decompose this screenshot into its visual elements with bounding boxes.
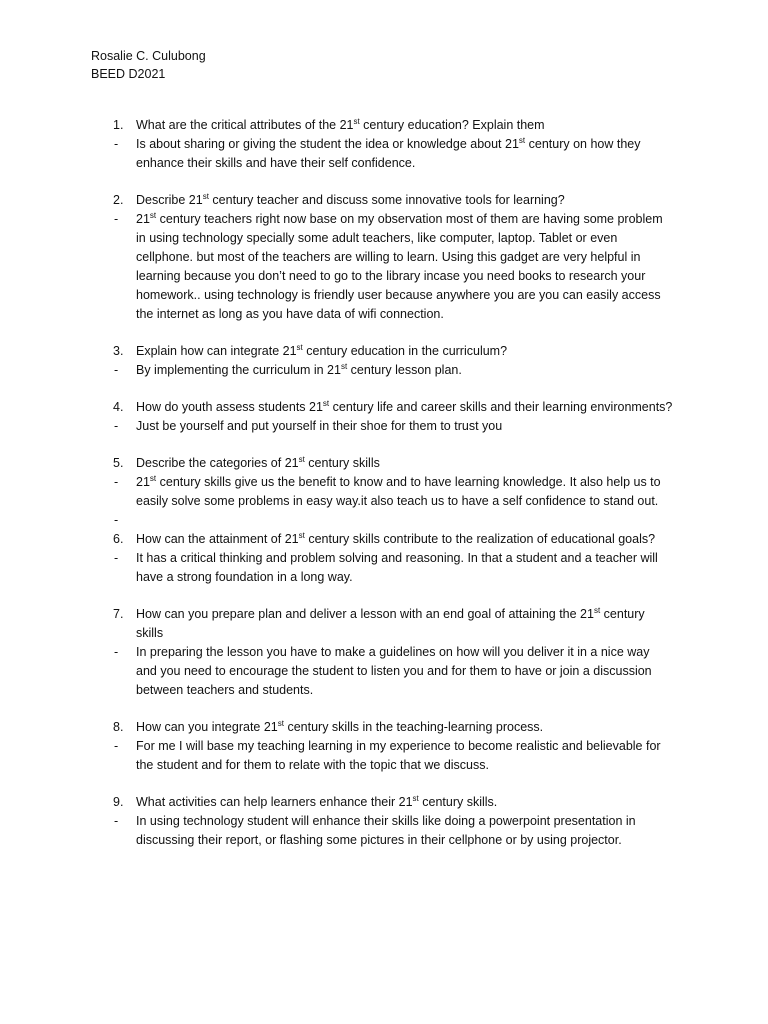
answer-text: In preparing the lesson you have to make a guidelines on how will you deliver it in a nice way and you need to encourage the student to listen you and for them to have or join a discussion between teachers and students. (136, 645, 652, 697)
answer-text-cont: century on how they enhance their skills and have their self confidence. (136, 137, 641, 170)
question-number: 6. (113, 532, 124, 546)
question-number: 4. (113, 400, 124, 414)
question-number: 1. (113, 118, 124, 132)
question-text: What are the critical attributes of the 21 (136, 118, 354, 132)
question-text-cont: century teacher and discuss some innovative tools for learning? (208, 193, 565, 207)
question-text-cont: century skills (304, 456, 380, 470)
bullet-dash: - (114, 739, 119, 753)
answer-text: By implementing the curriculum in 21 (136, 363, 341, 377)
question-list (113, 116, 673, 850)
answer-text: 21 (136, 212, 150, 226)
question-item (113, 191, 673, 324)
answer-line (113, 210, 673, 324)
question-superscript: st (322, 398, 330, 408)
document-header (91, 48, 206, 83)
question-text-cont: century skills contribute to the realization of educational goals? (304, 532, 656, 546)
bullet-dash: - (114, 513, 119, 527)
answer-text-cont: century skills give us the benefit to know and to have learning knowledge. It also help us to easily solve some problems in easy way.it also teach us to have a self confidence to stand out. (136, 475, 661, 508)
question-line (113, 398, 673, 417)
answer-superscript: st (149, 210, 157, 220)
answer-line (113, 135, 673, 173)
answer-line (113, 473, 673, 511)
question-item (113, 454, 673, 530)
question-line (113, 454, 673, 473)
question-line (113, 793, 673, 812)
answer-text: Is about sharing or giving the student the idea or knowledge about 21 (136, 137, 519, 151)
item-spacer (113, 380, 673, 398)
answer-superscript: st (340, 361, 348, 371)
question-superscript: st (353, 116, 360, 126)
answer-line (113, 643, 673, 700)
answer-line (113, 511, 673, 530)
item-spacer (113, 700, 673, 718)
question-line (113, 116, 673, 135)
answer-superscript: st (149, 473, 157, 483)
bullet-dash: - (114, 475, 119, 489)
bullet-dash: - (114, 419, 119, 433)
item-spacer (113, 173, 673, 191)
question-text: Explain how can integrate 21 (136, 344, 297, 358)
question-line (113, 605, 673, 643)
answer-text: In using technology student will enhance their skills like doing a powerpoint presentation in discussing their report, or flashing some pictures in their cellphone or by using projector. (136, 814, 636, 847)
answer-line (113, 737, 673, 775)
item-spacer (113, 324, 673, 342)
question-text-cont: century education in the curriculum? (302, 344, 508, 358)
answer-superscript: st (518, 135, 526, 145)
question-item (113, 398, 673, 436)
question-number: 7. (113, 607, 124, 621)
bullet-dash: - (114, 814, 119, 828)
question-item (113, 605, 673, 700)
answer-text: 21 (136, 475, 150, 489)
question-line (113, 342, 673, 361)
question-line (113, 530, 673, 549)
answer-text: Just be yourself and put yourself in their shoe for them to trust you (136, 419, 503, 433)
bullet-dash: - (114, 551, 119, 565)
question-number: 2. (113, 193, 124, 207)
question-number: 9. (113, 795, 124, 809)
item-spacer (113, 775, 673, 793)
item-spacer (113, 587, 673, 605)
question-superscript: st (298, 454, 305, 464)
author-name: Rosalie C. Culubong (91, 49, 206, 63)
question-item (113, 116, 673, 173)
bullet-dash: - (114, 212, 119, 226)
answer-line (113, 417, 673, 436)
question-superscript: st (298, 530, 305, 540)
item-spacer (113, 436, 673, 454)
question-text-cont: century skills (136, 607, 645, 640)
bullet-dash: - (114, 137, 119, 151)
question-item (113, 530, 673, 587)
question-item (113, 718, 673, 775)
question-text: What activities can help learners enhance their 21 (136, 795, 413, 809)
bullet-dash: - (114, 645, 119, 659)
question-text: How can you prepare plan and deliver a lesson with an end goal of attaining the 21 (136, 607, 594, 621)
question-item (113, 793, 673, 850)
answer-line (113, 361, 673, 380)
answer-text-cont: century lesson plan. (347, 363, 462, 377)
course-code: BEED D2021 (91, 66, 166, 81)
question-text-cont: century life and career skills and their learning environments? (329, 400, 673, 414)
bullet-dash: - (114, 363, 119, 377)
answer-text: For me I will base my teaching learning in my experience to become realistic and believable for the student and for them to relate with the topic that we discuss. (136, 739, 661, 772)
question-superscript: st (202, 191, 209, 201)
question-number: 3. (113, 344, 124, 358)
question-line (113, 718, 673, 737)
question-text-cont: century skills. (418, 795, 498, 809)
question-superscript: st (593, 605, 601, 615)
answer-text: It has a critical thinking and problem solving and reasoning. In that a student and a teacher will have a strong foundation in a long way. (136, 551, 658, 584)
question-text-cont: century education? Explain them (359, 118, 545, 132)
question-line (113, 191, 673, 210)
answer-line (113, 812, 673, 850)
question-number: 5. (113, 456, 124, 470)
question-superscript: st (277, 718, 284, 728)
question-text: How do youth assess students 21 (136, 400, 323, 414)
question-text: How can you integrate 21 (136, 720, 278, 734)
question-number: 8. (113, 720, 124, 734)
question-item (113, 342, 673, 380)
question-superscript: st (296, 342, 303, 352)
question-text: Describe 21 (136, 193, 203, 207)
answer-text-cont: century teachers right now base on my observation most of them are having some problem in using technology specially some adult teachers, like computer, laptop. Tablet or even cellphone. but most of the teachers are willing to learn. Using this gadget are very helpful in learning because you don’t need to go to the library incase you need books to research your homework.. using technology is friendly user because anywhere you are you can easily access the internet as long as you have data of wifi connection. (136, 212, 663, 321)
question-text: How can the attainment of 21 (136, 532, 299, 546)
question-text-cont: century skills in the teaching-learning process. (284, 720, 544, 734)
question-text: Describe the categories of 21 (136, 456, 299, 470)
question-superscript: st (412, 793, 419, 803)
answer-line (113, 549, 673, 587)
